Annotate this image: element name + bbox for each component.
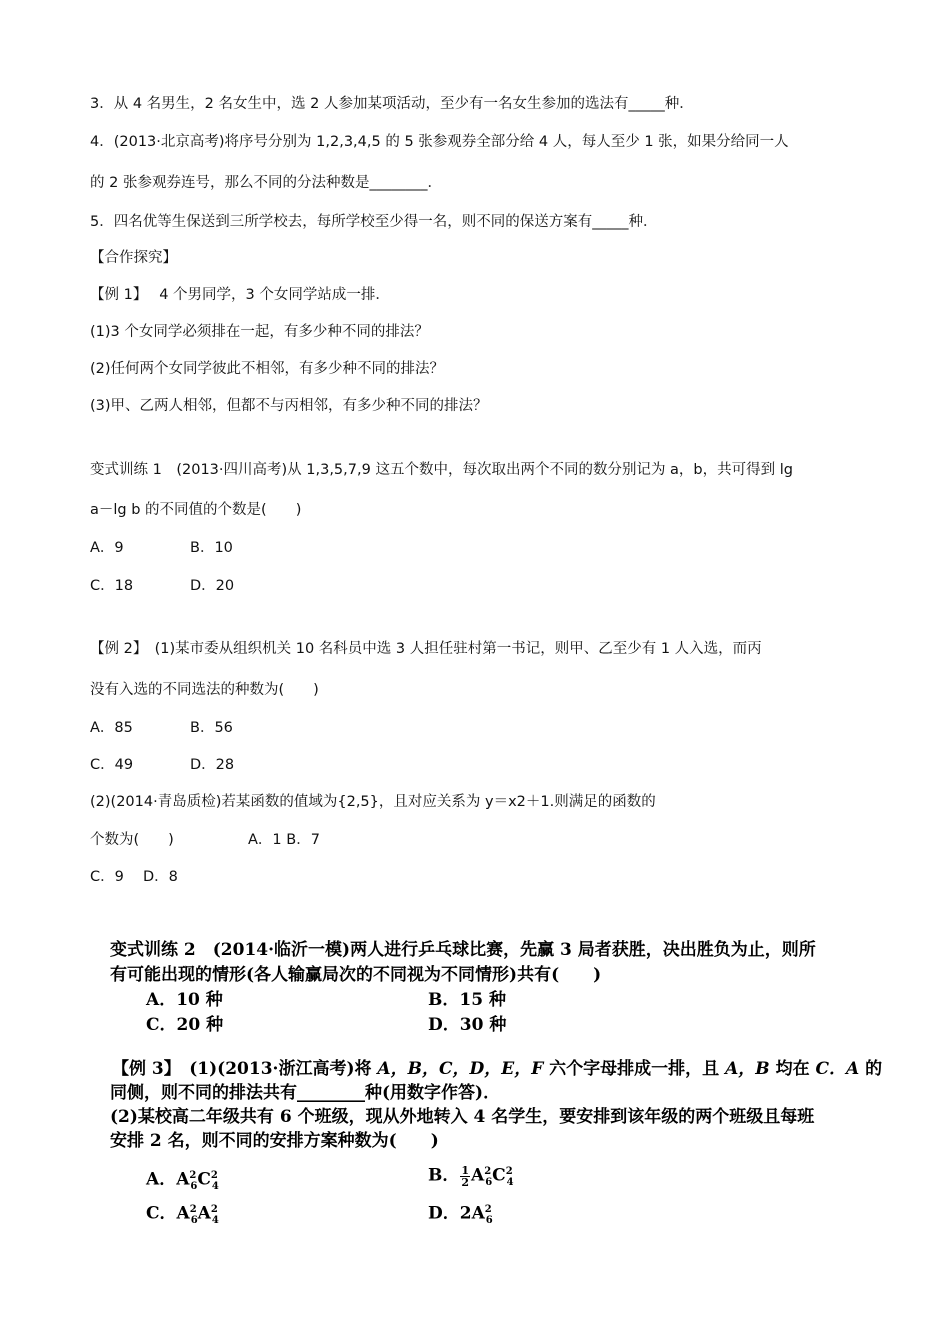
option-d-sub: 6 — [485, 1215, 493, 1227]
variant-1-option-a: A．9 — [90, 540, 124, 556]
example-3-label: 【例 3】 (1)(2013·浙江高考)将 — [112, 1059, 378, 1079]
example-3-option-d — [428, 1198, 493, 1233]
one-half-fraction — [460, 1165, 470, 1188]
variant-1-option-d: D．20 — [190, 578, 235, 594]
question-4-line-2: 的 2 张参观券连号，那么不同的分法种数是________． — [90, 175, 442, 191]
example-3-option-a — [146, 1164, 219, 1199]
example-3-option-b — [428, 1160, 514, 1195]
variant-2-line-2: 有可能出现的情形(各人输赢局次的不同视为不同情形)共有( ) — [110, 965, 602, 985]
option-a-perm-symbol: A．A — [146, 1169, 190, 1190]
variant-2-option-a: A．10 种 — [146, 990, 223, 1010]
section-heading: 【合作探究】 — [90, 250, 177, 266]
option-c-sup: 2 — [189, 1204, 197, 1215]
example-3-option-c — [146, 1198, 219, 1233]
question-5: 5．四名优等生保送到三所学校去，每所学校至少得一名，则不同的保送方案有_____种． — [90, 214, 658, 230]
option-b-label: B． — [428, 1165, 460, 1186]
option-b-sup-2: 2 — [505, 1166, 513, 1177]
fraction-denominator: 2 — [461, 1175, 470, 1189]
fraction-numerator: 1 — [461, 1163, 470, 1177]
option-c-sub-2: 4 — [211, 1215, 219, 1227]
option-a-sup-2: 2 — [210, 1170, 218, 1181]
option-d-sup: 2 — [484, 1204, 492, 1215]
example-3-text-mid: 六个字母排成一排，且 — [543, 1059, 726, 1079]
example-2-line-2: 没有入选的不同选法的种数为( ) — [90, 682, 319, 698]
example-3-text-end: 的 — [859, 1059, 883, 1079]
example-2-line-1: 【例 2】 (1)某市委从组织机关 10 名科员中选 3 人担任驻村第一书记，则甲、乙至少有 1 人入选，而丙 — [90, 641, 762, 657]
example-3-line-1 — [112, 1057, 882, 1081]
option-d-perm-symbol: D．2A — [428, 1203, 485, 1224]
variant-1-option-c: C．18 — [90, 578, 134, 594]
question-4-line-1: 4．(2013·北京高考)将序号分别为 1,2,3,4,5 的 5 张参观券全部分给 4 人，每人至少 1 张，如果分给同一人 — [90, 134, 789, 150]
question-3: 3．从 4 名男生，2 名女生中，选 2 人参加某项活动，至少有一名女生参加的选法有_____种． — [90, 96, 694, 112]
option-a-sub: 6 — [190, 1181, 198, 1193]
option-c-perm-symbol: C．A — [146, 1203, 190, 1224]
option-b-sub-2: 4 — [506, 1177, 514, 1189]
example-3-text-mid2: 均在 — [769, 1059, 816, 1079]
option-b-perm-symbol: A — [471, 1165, 485, 1186]
example-2-option-b: B．56 — [190, 720, 233, 736]
example-2-part-2-line-2: 个数为( ) — [90, 832, 174, 848]
variant-2-option-c: C．20 种 — [146, 1015, 224, 1035]
variant-2-option-b: B．15 种 — [428, 990, 506, 1010]
option-a-sub-2: 4 — [211, 1181, 219, 1193]
example-2-option-c: C．49 — [90, 757, 134, 773]
variant-1-line-1: 变式训练 1 (2013·四川高考)从 1,3,5,7,9 这五个数中，每次取出两个不同的数分别记为 a，b，共可得到 lg — [90, 462, 793, 478]
example-2-option-a: A．85 — [90, 720, 133, 736]
option-a-comb-symbol: C — [197, 1169, 211, 1190]
option-b-sup: 2 — [484, 1166, 492, 1177]
variant-1-option-b: B．10 — [190, 540, 233, 556]
variant-1-line-2: a－lg b 的不同值的个数是( ) — [90, 502, 302, 518]
option-b-comb-symbol: C — [492, 1165, 506, 1186]
option-b-sub: 6 — [485, 1177, 493, 1189]
example-3-part-2-line-2: 安排 2 名，则不同的安排方案种数为( ) — [110, 1131, 439, 1151]
example-3-letters-ab: A，B — [725, 1059, 770, 1079]
option-c-perm-symbol-2: A — [197, 1203, 211, 1224]
example-2-option-d: D．28 — [190, 757, 235, 773]
variant-2-option-d: D．30 种 — [428, 1015, 507, 1035]
option-a-sup: 2 — [189, 1170, 197, 1181]
example-1-part-3: (3)甲、乙两人相邻，但都不与丙相邻，有多少种不同的排法？ — [90, 398, 488, 414]
example-2-part-2-options-ab: A．1 B．7 — [248, 832, 320, 848]
example-3-letters: A，B，C，D，E，F — [377, 1059, 544, 1079]
example-1-part-1: (1)3 个女同学必须排在一起，有多少种不同的排法？ — [90, 324, 429, 340]
example-2-part-2-options-cd: C．9 D．8 — [90, 869, 178, 885]
example-3-part-2-line-1: (2)某校高二年级共有 6 个班级，现从外地转入 4 名学生，要安排到该年级的两个班级且每班 — [110, 1107, 815, 1127]
example-2-part-2-line-1: (2)(2014·青岛质检)若某函数的值域为{2,5}，且对应关系为 y＝x2＋1.则满足的函数的 — [90, 794, 656, 810]
option-c-sub: 6 — [190, 1215, 198, 1227]
option-c-sup-2: 2 — [210, 1204, 218, 1215]
variant-2-line-1: 变式训练 2 (2014·临沂一模)两人进行乒乓球比赛，先赢 3 局者获胜，决出胜负为止，则所 — [110, 940, 816, 960]
example-3-letter-c: C．A — [815, 1059, 860, 1079]
example-1-part-2: (2)任何两个女同学彼此不相邻，有多少种不同的排法？ — [90, 361, 445, 377]
example-3-line-2: 同侧，则不同的排法共有________种(用数字作答)． — [110, 1083, 501, 1103]
example-1-title: 【例 1】 4 个男同学，3 个女同学站成一排． — [90, 287, 390, 303]
